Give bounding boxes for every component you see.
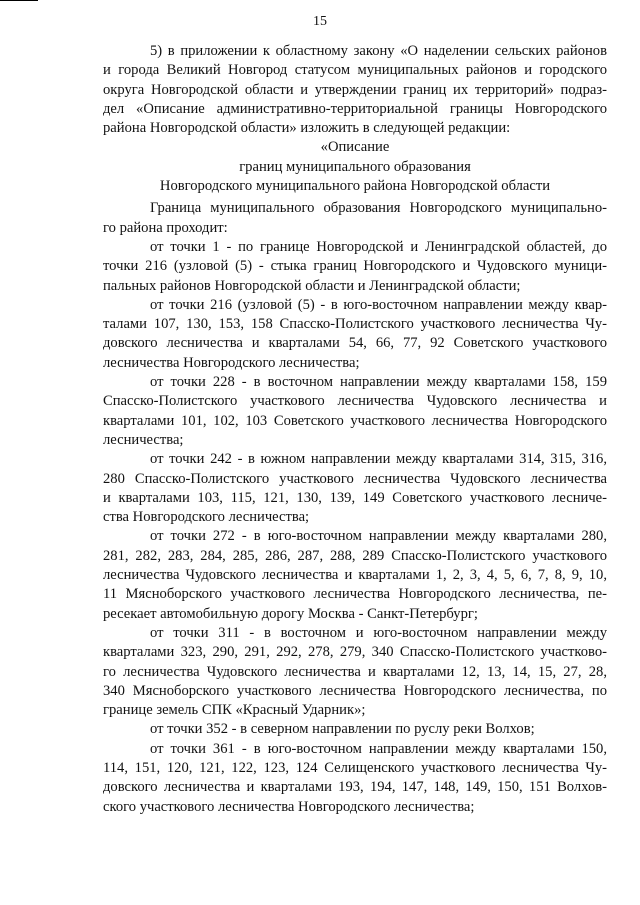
- text-line: от точки 352 - в северном направлении по руслу реки Волхов;: [150, 721, 535, 738]
- text-line: пальных районов Новгородской области и Ленинградской области;: [103, 277, 521, 294]
- text-line: 11 Мясноборского участкового лесничества Новгородского лесничества, пе-: [103, 586, 607, 603]
- heading-line: границ муниципального образования: [239, 158, 471, 175]
- text-line: района Новгородской области» изложить в следующей редакции:: [103, 120, 511, 137]
- text-line: 340 Мясноборского участкового лесничества Новгородского лесничества, по: [103, 682, 607, 699]
- text-line: го лесничества Чудовского лесничества и кварталами 12, 13, 14, 15, 27, 28,: [103, 663, 607, 680]
- document-body: [103, 42, 607, 817]
- heading-line: «Описание: [320, 139, 390, 156]
- text-line: ства Новгородского лесничества;: [103, 509, 310, 526]
- text-line: ского участкового лесничества Новгородского лесничества;: [103, 798, 475, 815]
- text-line: от точки 242 - в южном направлении между кварталами 314, 315, 316,: [150, 451, 607, 468]
- text-line: кварталами 323, 290, 291, 292, 278, 279, 340 Спасско-Полистского участково-: [103, 644, 607, 661]
- text-line: довского лесничества и кварталами 54, 66, 77, 92 Советского участкового: [103, 335, 607, 352]
- text-line: 281, 282, 283, 284, 285, 286, 287, 288, 289 Спасско-Полистского участкового: [103, 547, 607, 564]
- text-line: точки 216 (узловой (5) - стыка границ Новгородского и Чудовского муници-: [103, 258, 607, 275]
- text-line: от точки 361 - в юго-восточном направлении между кварталами 150,: [150, 740, 607, 757]
- text-line: довского лесничества и кварталами 193, 194, 147, 148, 149, 150, 151 Волхов-: [103, 779, 607, 796]
- text-line: лесничества Чудовского лесничества и кварталами 1, 2, 3, 4, 5, 6, 7, 8, 9, 10,: [103, 567, 607, 584]
- text-line: кварталами 101, 102, 103 Советского участкового лесничества Новгородского: [103, 412, 607, 429]
- text-line: талами 107, 130, 153, 158 Спасско-Полистского участкового лесничества Чу-: [103, 316, 607, 333]
- text-line: от точки 272 - в юго-восточном направлении между кварталами 280,: [150, 528, 607, 545]
- text-line: лесничества;: [103, 431, 184, 448]
- text-line: от точки 216 (узловой (5) - в юго-восточном направлении между квар-: [150, 296, 607, 313]
- text-line: ресекает автомобильную дорогу Москва - Санкт-Петербург;: [103, 605, 478, 622]
- text-line: от точки 228 - в восточном направлении между кварталами 158, 159: [150, 374, 607, 391]
- text-line: 114, 151, 120, 121, 122, 123, 124 Селищенского участкового лесничества Чу-: [103, 759, 607, 776]
- text-line: Граница муниципального образования Новгородского муниципально-: [150, 200, 607, 217]
- text-line: границе земель СПК «Красный Ударник»;: [103, 702, 366, 719]
- text-line: 5) в приложении к областному закону «О наделении сельских районов: [150, 43, 607, 59]
- text-line: Спасско-Полистского участкового лесничества Чудовского лесничества и: [103, 393, 607, 410]
- text-line: лесничества Новгородского лесничества;: [103, 354, 360, 371]
- text-line: го района проходит:: [103, 219, 228, 236]
- text-line: 280 Спасско-Полистского участкового лесничества Чудовского лесничества: [103, 470, 607, 487]
- text-line: от точки 1 - по границе Новгородской и Ленинградской областей, до: [150, 238, 607, 255]
- page-number: 15: [313, 14, 327, 29]
- text-line: дел «Описание административно-территориальной границы Новгородского: [103, 100, 607, 117]
- text-line: и кварталами 103, 115, 121, 130, 139, 149 Советского участкового лесниче-: [103, 489, 607, 506]
- heading-line: Новгородского муниципального района Новгородской области: [159, 178, 551, 195]
- text-line: округа Новгородской области и утверждении границ их территорий» подраз-: [103, 81, 607, 98]
- corner-mark: [0, 0, 38, 1]
- text-line: и города Великий Новгород статусом муниципальных районов и городского: [103, 62, 607, 79]
- text-line: от точки 311 - в восточном и юго-восточном направлении между: [150, 624, 607, 641]
- section-heading: [103, 138, 607, 196]
